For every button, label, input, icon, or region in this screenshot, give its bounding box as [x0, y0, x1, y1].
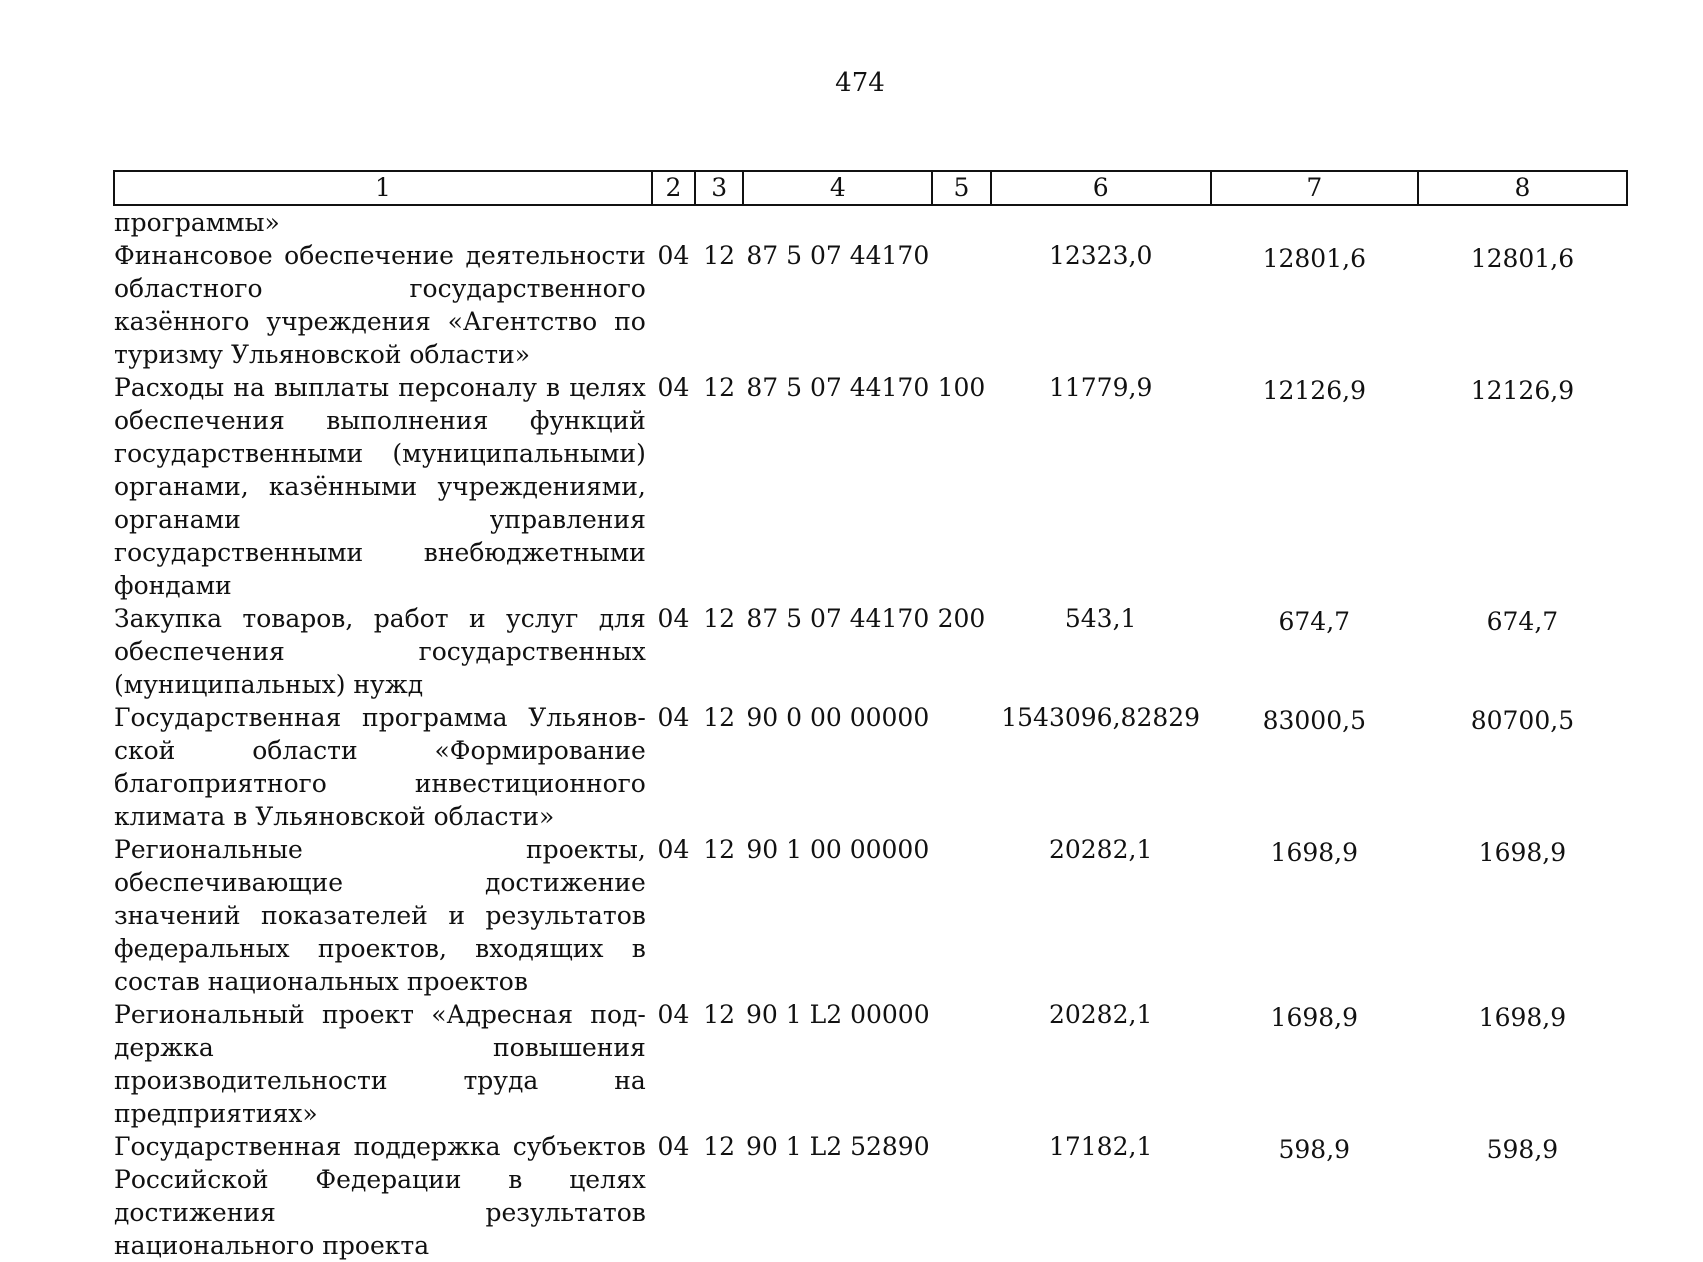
header-col-7: 7	[1211, 171, 1418, 205]
table-row	[114, 602, 1627, 701]
table-row	[114, 205, 1627, 239]
row-col-4: 90 0 00 00000	[746, 703, 930, 732]
row-col-2: 04	[657, 1132, 690, 1161]
row-col-2: 04	[657, 241, 690, 270]
row-name: Региональные проекты, обеспечивающие достижение значений показателей и результатов федеральных проектов, входящих в состав национальных проектов	[114, 835, 646, 996]
row-col-5	[932, 998, 990, 1130]
row-col-5	[932, 239, 990, 371]
row-col-4: 90 1 00 00000	[746, 835, 930, 864]
row-col-6	[991, 205, 1211, 239]
header-col-5: 5	[932, 171, 990, 205]
row-col-4: 87 5 07 44170	[746, 604, 930, 633]
row-col-3: 12	[703, 241, 736, 270]
row-col-5	[932, 833, 990, 998]
row-col-7: 1698,9	[1270, 838, 1359, 867]
row-col-3	[695, 205, 743, 239]
row-col-5: 100	[937, 373, 986, 402]
row-col-2: 04	[657, 604, 690, 633]
row-col-5	[932, 1130, 990, 1262]
row-name: Государственная поддержка субъектов Российской Федерации в целях достижения результатов национального проекта	[114, 1132, 646, 1260]
row-col-6: 11779,9	[1048, 373, 1153, 402]
row-col-5	[932, 205, 990, 239]
row-col-3: 12	[703, 1132, 736, 1161]
row-col-7: 83000,5	[1262, 706, 1366, 735]
table-row	[114, 1130, 1627, 1262]
row-col-6: 20282,1	[1048, 835, 1153, 864]
header-col-1: 1	[114, 171, 652, 205]
table-row	[114, 701, 1627, 833]
header-col-8: 8	[1418, 171, 1627, 205]
row-col-3: 12	[703, 1000, 736, 1029]
row-col-5: 200	[937, 604, 986, 633]
table-row	[114, 833, 1627, 998]
row-col-8: 12126,9	[1470, 376, 1575, 405]
row-col-8: 674,7	[1486, 607, 1559, 636]
row-col-3: 12	[703, 703, 736, 732]
row-col-4: 90 1 L2 00000	[746, 1000, 930, 1029]
row-col-8	[1418, 205, 1627, 239]
row-name: Региональный проект «Адресная поддержка повышения производительности труда на предприятиях»	[114, 1000, 646, 1128]
row-col-6: 1543096,82829	[1001, 703, 1201, 732]
row-col-3: 12	[703, 604, 736, 633]
row-col-8: 1698,9	[1478, 1003, 1567, 1032]
row-col-8: 598,9	[1486, 1135, 1559, 1164]
row-col-2	[652, 205, 695, 239]
header-col-4: 4	[743, 171, 932, 205]
row-name: программы»	[114, 208, 280, 237]
row-col-4: 87 5 07 44170	[746, 241, 930, 270]
row-col-2: 04	[657, 1000, 690, 1029]
header-col-3: 3	[695, 171, 743, 205]
row-col-7: 12801,6	[1262, 244, 1366, 273]
row-col-2: 04	[657, 703, 690, 732]
table-row	[114, 371, 1627, 602]
row-col-6: 20282,1	[1048, 1000, 1153, 1029]
row-col-8: 12801,6	[1470, 244, 1575, 273]
row-col-7: 12126,9	[1262, 376, 1366, 405]
row-col-7: 598,9	[1278, 1135, 1351, 1164]
row-col-6: 12323,0	[1048, 241, 1153, 270]
row-col-8: 80700,5	[1470, 706, 1575, 735]
row-name: Финансовое обеспечение деятельности областного государственного казённого учреждения «Агентство по туризму Ульяновской области»	[114, 241, 646, 369]
row-col-6: 17182,1	[1048, 1132, 1153, 1161]
row-col-5	[932, 701, 990, 833]
row-name: Расходы на выплаты персоналу в целях обеспечения выполнения функций государственными (муниципальными) органами, казёнными учреждениями, органами управления государственными внебюджетными фондами	[114, 373, 646, 600]
row-name: Государственная программа Ульяновской области «Формирование благоприятного инвестиционного климата в Ульяновской области»	[114, 703, 646, 831]
row-col-3: 12	[703, 835, 736, 864]
row-col-7: 674,7	[1278, 607, 1351, 636]
budget-table	[113, 170, 1628, 1262]
row-col-2: 04	[657, 373, 690, 402]
table-row	[114, 998, 1627, 1130]
row-col-4: 90 1 L2 52890	[746, 1132, 930, 1161]
row-col-7	[1211, 205, 1418, 239]
row-col-4	[743, 205, 932, 239]
header-col-2: 2	[652, 171, 695, 205]
row-col-4: 87 5 07 44170	[746, 373, 930, 402]
row-col-2: 04	[657, 835, 690, 864]
page-number: 474	[835, 68, 885, 98]
row-name: Закупка товаров, работ и услуг для обеспечения государственных (муниципальных) нужд	[114, 604, 646, 699]
row-col-8: 1698,9	[1478, 838, 1567, 867]
row-col-6: 543,1	[1064, 604, 1137, 633]
table-row	[114, 239, 1627, 371]
row-col-3: 12	[703, 373, 736, 402]
header-col-6: 6	[991, 171, 1211, 205]
row-col-7: 1698,9	[1270, 1003, 1359, 1032]
header-row	[114, 171, 1627, 205]
